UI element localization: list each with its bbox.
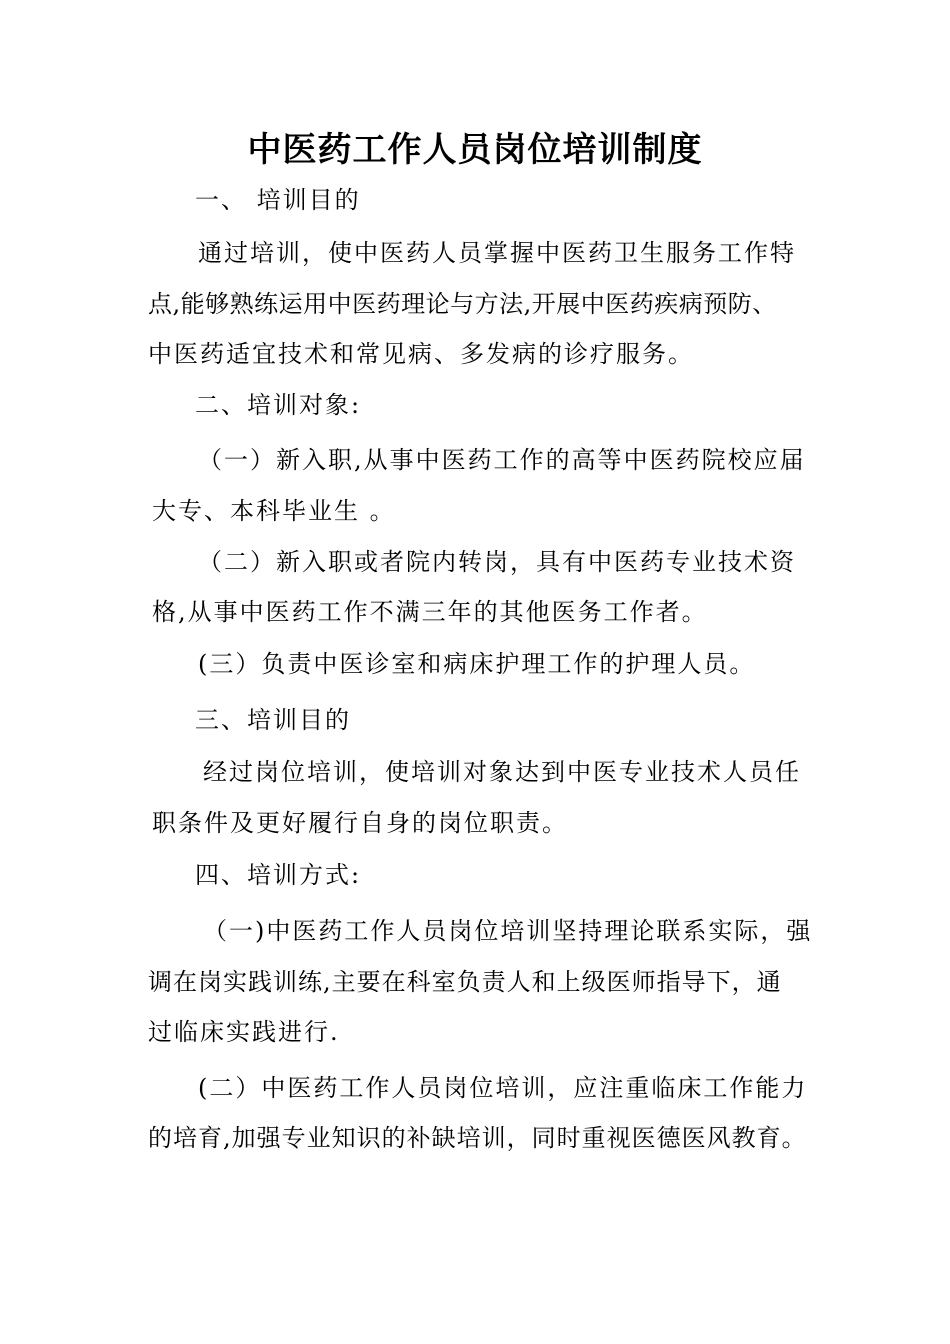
paragraph-line: (三）负责中医诊室和病床护理工作的护理人员。 bbox=[198, 650, 756, 678]
paragraph-line: 点,能够熟练运用中医药理论与方法,开展中医药疾病预防、 bbox=[148, 290, 777, 318]
paragraph-line: 经过岗位培训，使培训对象达到中医专业技术人员任 bbox=[203, 758, 801, 786]
paragraph-line: 通过培训，使中医药人员掌握中医药卫生服务工作特 bbox=[198, 239, 796, 267]
paragraph-line: （一）新入职,从事中医药工作的高等中医药院校应届 bbox=[198, 446, 806, 474]
paragraph-line: 的培育,加强专业知识的补缺培训，同时重视医德医风教育。 bbox=[148, 1124, 807, 1152]
paragraph-line: 调在岗实践训练,主要在科室负责人和上级医师指导下，通 bbox=[148, 968, 782, 996]
paragraph-line: 过临床实践进行. bbox=[148, 1018, 340, 1046]
paragraph-line: 大专、本科毕业生 。 bbox=[152, 497, 396, 525]
section-heading-2: 二、培训对象: bbox=[195, 391, 362, 419]
section-heading-1: 一、 培训目的 bbox=[195, 186, 361, 214]
paragraph-line: 中医药适宜技术和常见病、多发病的诊疗服务。 bbox=[148, 340, 694, 368]
section-heading-3: 三、培训目的 bbox=[195, 706, 351, 734]
paragraph-line: (二）中医药工作人员岗位培训，应注重临床工作能力 bbox=[198, 1074, 808, 1102]
paragraph-line: （二）新入职或者院内转岗，具有中医药专业技术资 bbox=[198, 548, 796, 576]
paragraph-line: （一)中医药工作人员岗位培训坚持理论联系实际，强 bbox=[203, 917, 813, 945]
paragraph-line: 职条件及更好履行自身的岗位职责。 bbox=[152, 809, 568, 837]
document-title: 中医药工作人员岗位培训制度 bbox=[247, 130, 703, 170]
section-heading-4: 四、培训方式: bbox=[195, 861, 362, 889]
paragraph-line: 格,从事中医药工作不满三年的其他医务工作者。 bbox=[152, 598, 708, 626]
